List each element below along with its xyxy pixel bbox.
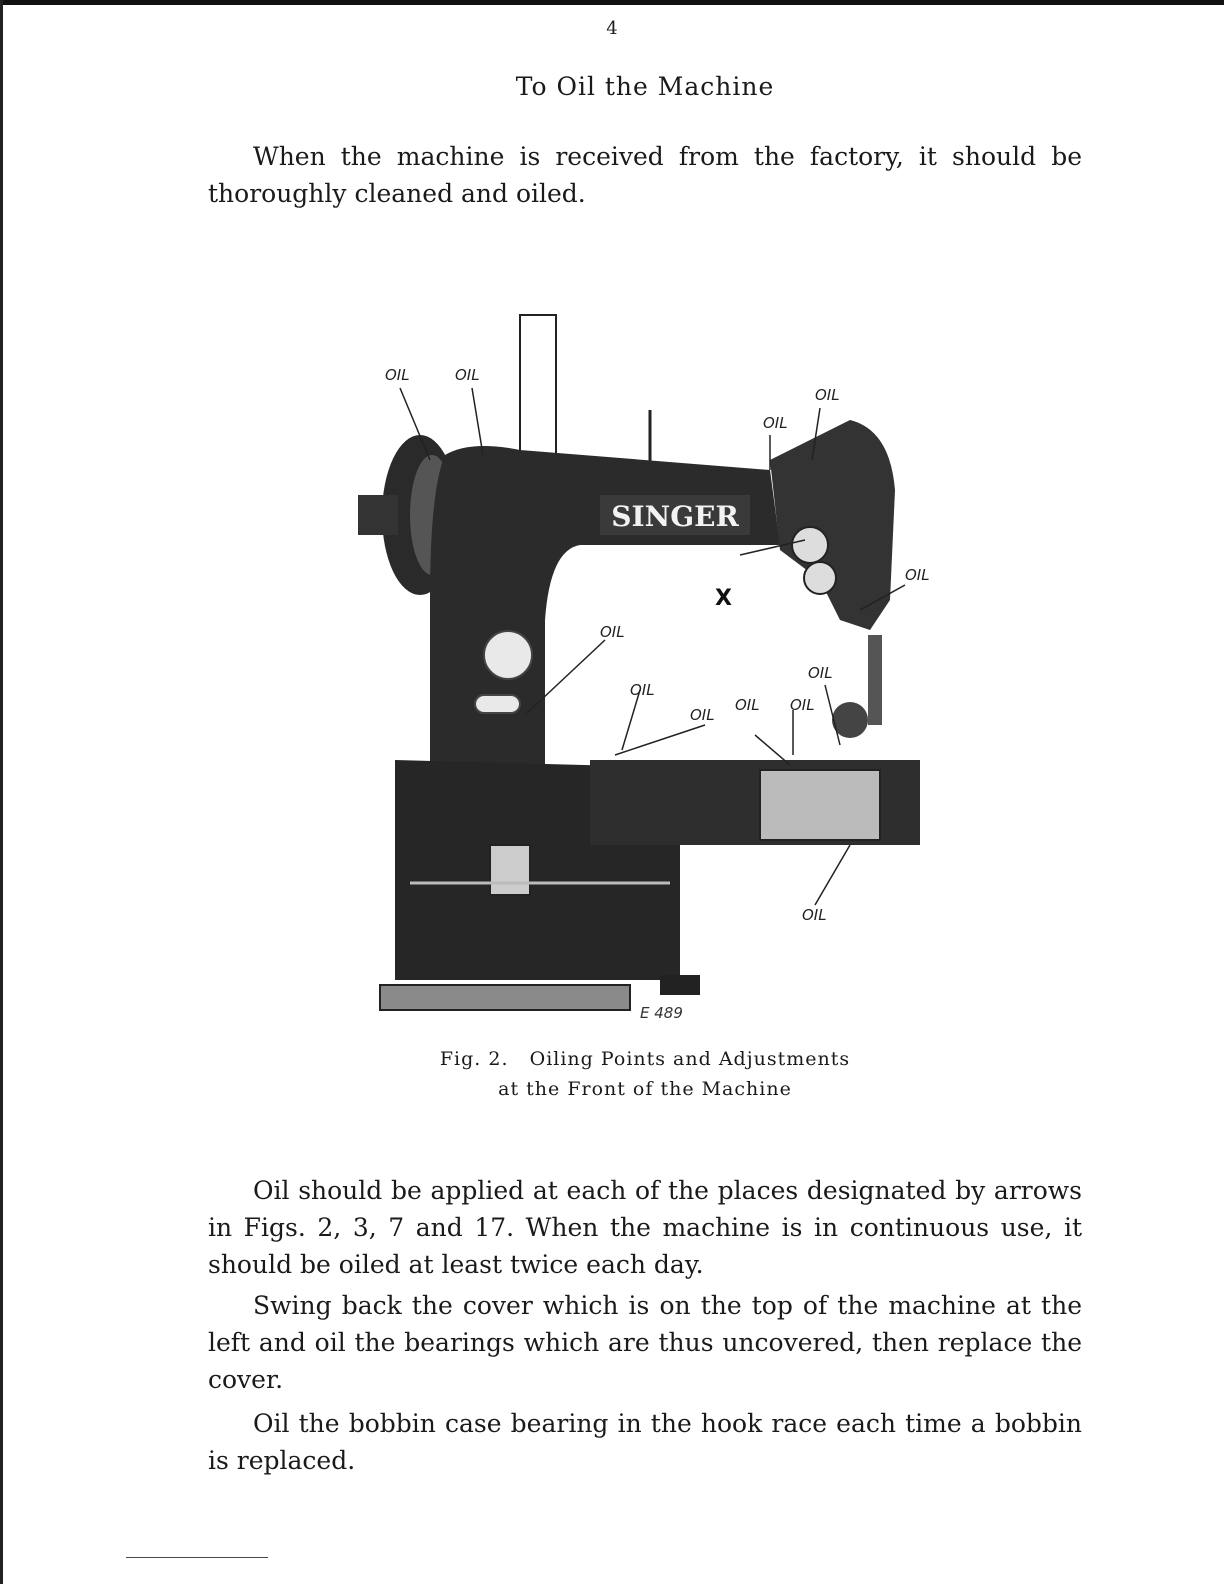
oil-label: OIL xyxy=(735,696,760,714)
paragraph-4-text: Oil the bobbin case bearing in the hook race each time a bobbin is replaced. xyxy=(208,1409,1082,1475)
oil-label: OIL xyxy=(690,706,715,724)
paragraph-1-text: When the machine is received from the factory, it should be thoroughly cleaned and oiled. xyxy=(208,142,1082,208)
paragraph-3 xyxy=(208,1287,1082,1398)
page-heading: To Oil the Machine xyxy=(515,72,775,101)
paragraph-4 xyxy=(208,1405,1082,1479)
page-number: 4 xyxy=(606,18,618,39)
singer-logo: SINGER xyxy=(611,500,739,533)
oil-label: OIL xyxy=(790,696,815,714)
oil-label: OIL xyxy=(905,566,930,584)
adjustment-x-label: X xyxy=(715,586,732,611)
oil-label: OIL xyxy=(763,414,788,432)
oil-label: OIL xyxy=(815,386,840,404)
figure-caption-line-2: at the Front of the Machine xyxy=(498,1078,792,1100)
oil-label: OIL xyxy=(385,366,410,384)
plate-number: E 489 xyxy=(640,1004,683,1022)
oil-label: OIL xyxy=(802,906,827,924)
oil-label: OIL xyxy=(630,681,655,699)
paragraph-2-text: Oil should be applied at each of the places designated by arrows in Figs. 2, 3, 7 and 17. When the machine is in continuous use, it should be oiled at least twice each day. xyxy=(208,1176,1082,1279)
paragraph-1 xyxy=(208,138,1082,212)
footnote-rule xyxy=(126,1557,268,1558)
left-border-rule xyxy=(0,0,3,1584)
sewing-machine-illustration xyxy=(350,300,940,1040)
oil-label: OIL xyxy=(600,623,625,641)
paragraph-2 xyxy=(208,1172,1082,1283)
oil-label: OIL xyxy=(455,366,480,384)
paragraph-3-text: Swing back the cover which is on the top of the machine at the left and oil the bearings which are thus uncovered, then replace the cover. xyxy=(208,1291,1082,1394)
figure-caption-line-1: Fig. 2. Oiling Points and Adjustments xyxy=(439,1048,851,1070)
top-border-rule xyxy=(0,0,1224,5)
oil-label: OIL xyxy=(808,664,833,682)
